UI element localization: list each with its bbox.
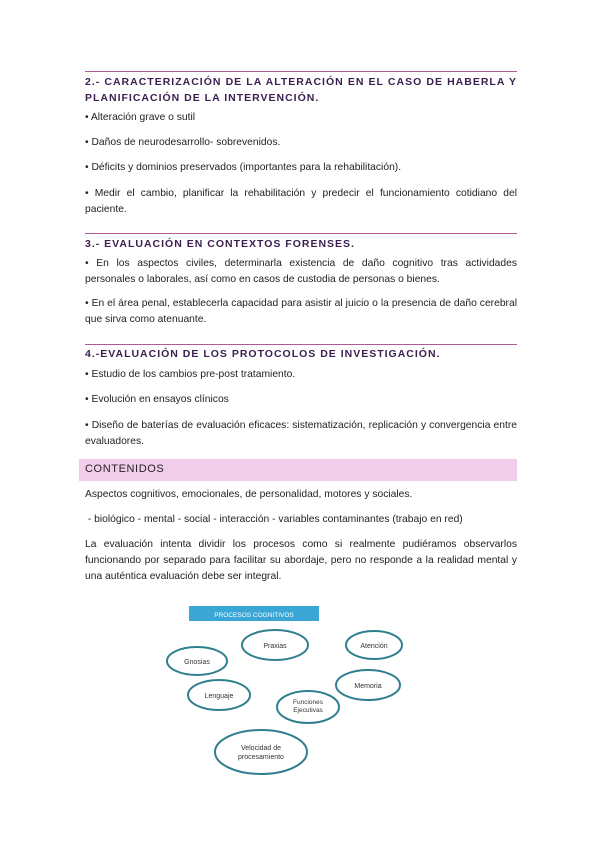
section-2-heading: 2.- CARACTERIZACIÓN DE LA ALTERACIÓN EN EL CASO DE HABERLA Y PLANIFICACIÓN DE LA INTERVENCIÓN. <box>85 76 517 104</box>
procesamiento-label: procesamiento <box>238 754 284 761</box>
section-4-item: • Estudio de los cambios pre-post tratamiento. <box>85 369 296 380</box>
praxias-label: Praxias <box>263 643 287 650</box>
section-3-item: • En los aspectos civiles, determinarla existencia de daño cognitivo tras actividades personales o laborales, así como en casos de custodia de personas o bienes. <box>85 258 517 285</box>
contenidos-band <box>79 459 517 481</box>
contenidos-paragraph: - biológico - mental - social - interacción - variables contaminantes (trabajo en red) <box>85 514 463 525</box>
velocidad-label: Velocidad de <box>240 745 282 752</box>
section-2-item: • Medir el cambio, planificar la rehabilitación y predecir el funcionamiento cotidiano del paciente. <box>85 188 517 215</box>
ejecutivas-label: Ejecutivas <box>293 707 323 714</box>
section-4-item: • Diseño de baterías de evaluación eficaces: sistematización, replicación y convergencia entre evaluadores. <box>85 420 517 447</box>
section-divider <box>85 344 517 345</box>
section-3-heading: 3.- EVALUACIÓN EN CONTEXTOS FORENSES. <box>85 238 355 250</box>
lenguaje-label: Lenguaje <box>204 693 234 700</box>
contenidos-paragraph: La evaluación intenta dividir los procesos como si realmente pudiéramos observarlos funcionando por separado para facilitar su abordaje, pero no responde a la realidad mental y una auténtica evaluación debe ser integral. <box>85 539 517 582</box>
gnosias-label: Gnosias <box>184 659 210 666</box>
velocidad-procesamiento-node <box>215 730 307 774</box>
section-divider <box>85 71 517 72</box>
section-4-item: • Evolución en ensayos clínicos <box>85 394 229 405</box>
cognitive-processes-diagram <box>160 604 440 784</box>
diagram-title: PROCESOS COGNITIVOS <box>214 612 294 619</box>
funciones-label: Funciones <box>293 699 323 706</box>
contenidos-paragraph: Aspectos cognitivos, emocionales, de personalidad, motores y sociales. <box>85 489 413 500</box>
section-2-item: • Alteración grave o sutil <box>85 112 196 123</box>
memoria-label: Memoria <box>354 683 382 690</box>
atencion-label: Atención <box>360 643 388 650</box>
section-4-heading: 4.-EVALUACIÓN DE LOS PROTOCOLOS DE INVESTIGACIÓN. <box>85 348 441 360</box>
section-3-item: • En el área penal, establecerla capacidad para asistir al juicio o la presencia de daño cerebral que sirva como atenuante. <box>85 298 517 325</box>
section-2-item: • Daños de neurodesarrollo- sobrevenidos. <box>85 137 281 148</box>
contenidos-heading: CONTENIDOS <box>85 463 165 475</box>
section-2-item: • Déficits y dominios preservados (importantes para la rehabilitación). <box>85 162 402 173</box>
section-divider <box>85 233 517 234</box>
